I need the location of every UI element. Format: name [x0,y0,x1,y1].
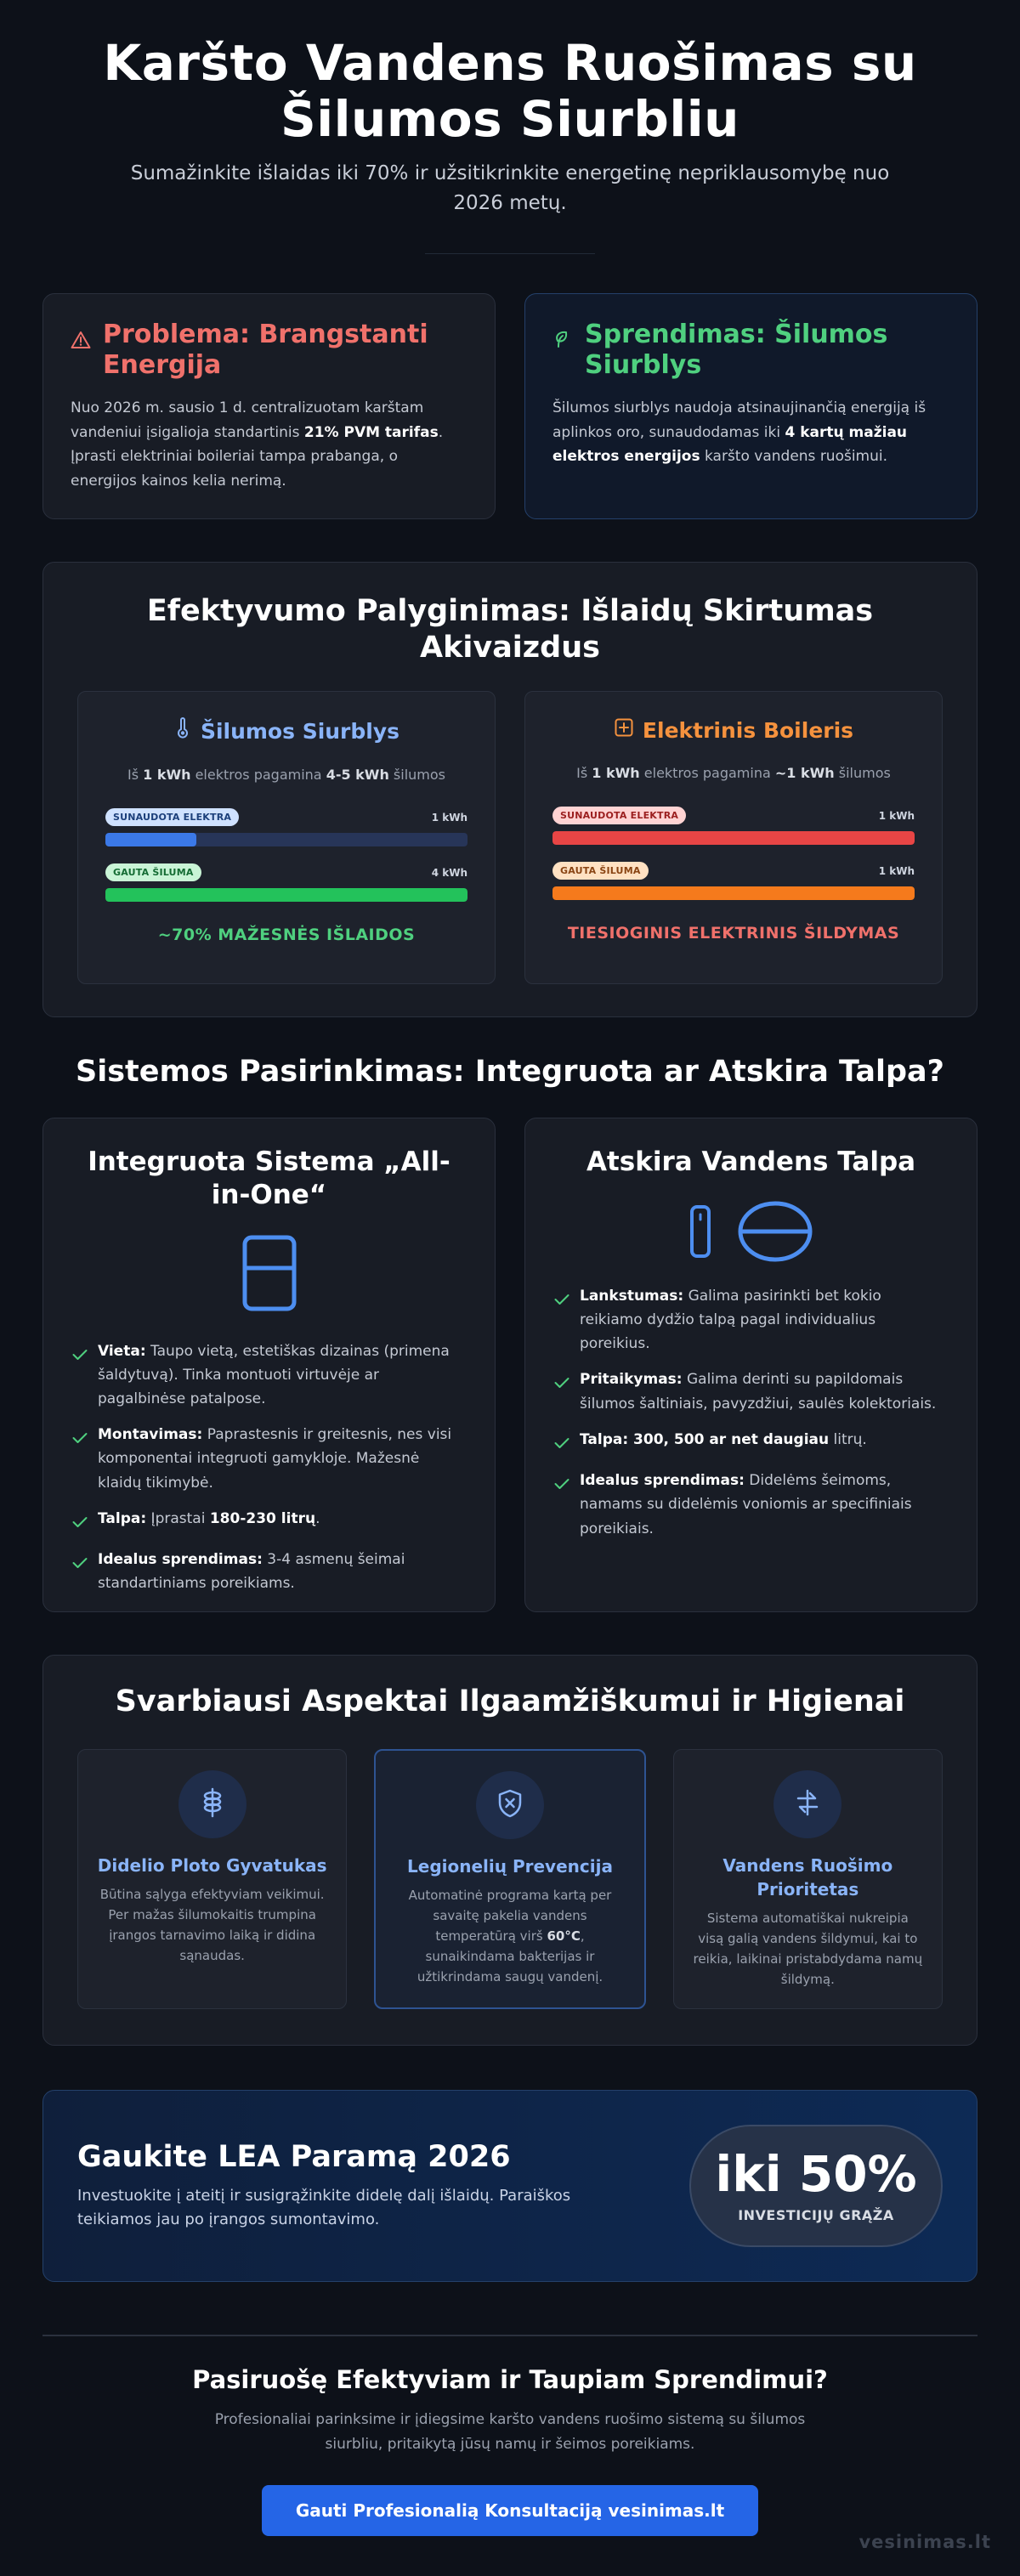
separate-tank-list [554,1284,948,1541]
aspect-card-priority [673,1749,943,2009]
heat-pump-gained-meter [105,863,468,902]
list-item: Montavimas: Paprastesnis ir greitesnis, nes visi komponentai integruoti gamykloje. Mažesnė klaidų tikimybė. [72,1423,466,1495]
aspect-text: Automatinė programa kartą per savaitę pakelia vandens temperatūrą virš 60°C, sunaikindama bakterijas ir užtikrindama saugų vandenį. [408,1888,612,1985]
list-item: Idealus sprendimas: Didelėms šeimoms, namams su didelėmis voniomis ar specifiniais poreikiais. [554,1469,948,1541]
gained-track [552,886,915,900]
badge-label: INVESTICIJŲ GRĄŽA [738,2206,894,2223]
gained-value: 1 kWh [878,864,915,877]
all-in-one-card [42,1118,496,1612]
comparison-section [42,562,978,1017]
badge-value: iki 50% [715,2144,917,2203]
cta-title: Pasiruošę Efektyviam ir Taupiam Sprendimui? [192,2365,828,2395]
all-in-one-list [72,1339,466,1596]
leaf-icon [552,326,573,357]
fridge-icon [242,1235,297,1315]
lea-text: Investuokite į ateitį ir susigrąžinkite didelę dalį išlaidų. Paraiškos teikiamos jau po įrangos sumontavimo. [77,2187,571,2229]
aspect-title: Didelio Ploto Gyvatukas [97,1855,327,1877]
gained-label: GAUTA ŠILUMA [105,863,201,881]
boiler-note: Iš 1 kWh elektros pagamina ~1 kWh šilumos [576,765,891,782]
systems-section [42,1118,978,1612]
heat-pump-card [77,691,496,984]
consumed-fill [105,833,196,846]
consumed-label: SUNAUDOTA ELEKTRA [105,808,239,826]
separate-tank-title: Atskira Vandens Talpa [586,1146,916,1178]
check-icon [72,1428,88,1495]
check-icon [554,1433,570,1457]
all-in-one-title: Integruota Sistema „All-in-One“ [88,1146,450,1210]
check-icon [72,1512,88,1536]
consumed-fill [552,831,915,845]
consultation-button[interactable]: Gauti Profesionalią Konsultaciją vesinimas.lt [262,2485,758,2536]
warning-icon [71,326,91,357]
list-item: Idealus sprendimas: 3-4 asmenų šeimai standartiniams poreikiams. [72,1548,466,1595]
gained-fill [105,888,468,902]
cta-section [42,2365,978,2535]
consumed-track [552,831,915,845]
hero-divider [425,253,595,254]
hero [42,0,978,254]
list-item: Pritaikymas: Galima derinti su papildomais šilumos šaltiniais, pavyzdžiui, saulės kolektoriais. [554,1367,948,1415]
boiler-title: Elektrinis Boileris [642,717,854,743]
problem-heading [71,320,468,381]
aspect-title: Vandens Ruošimo Prioritetas [722,1855,893,1900]
comparison-title: Efektyvumo Palyginimas: Išlaidų Skirtumas Akivaizdus [146,594,874,665]
consumed-value: 1 kWh [431,811,468,824]
aspect-title: Legionelių Prevencija [407,1856,613,1877]
lea-title: Gaukite LEA Paramą 2026 [77,2140,511,2175]
page-title: Karšto Vandens Ruošimas su Šilumos Siurbliu [103,34,917,148]
footer-divider [42,2335,978,2336]
list-item: Talpa: 300, 500 ar net daugiau litrų. [554,1428,948,1457]
heat-pump-icon [173,717,192,744]
gained-fill [552,886,915,900]
check-icon [554,1474,570,1541]
problem-text: Nuo 2026 m. sausio 1 d. centralizuotam karštam vandeniui įsigalioja standartinis 21% PVM tarifas. Įprasti elektriniai boileriai tampa prabanga, o energijos kainos kelia nerimą. [71,399,444,490]
solution-title: Sprendimas: Šilumos Siurblys [585,320,888,381]
boiler-card [524,691,943,984]
list-item: Lankstumas: Galima pasirinkti bet kokio reikiamo dydžio talpą pagal individualius poreikius. [554,1284,948,1356]
aspect-text: Sistema automatiškai nukreipia visą galią vandens šildymui, kai to reikia, laikinai pristabdydama namų šildymą. [693,1911,923,1988]
separate-tank-card [524,1118,978,1612]
plus-box-icon [614,717,634,743]
heat-pump-note: Iš 1 kWh elektros pagamina 4-5 kWh šilumos [127,767,446,784]
cta-text: Profesionaliai parinksime ir įdiegsime karšto vandens ruošimo sistemą su šilumos siurbliu, pritaikytą jūsų namų ir šeimos poreikiams. [214,2411,806,2454]
vertical-tank-icon [689,1204,711,1262]
solution-card [524,293,978,519]
boiler-heading [552,717,915,743]
heat-pump-title: Šilumos Siurblys [200,718,400,744]
boiler-consumed-meter [552,807,915,845]
consumed-value: 1 kWh [878,809,915,822]
problem-card [42,293,496,519]
check-icon [554,1373,570,1415]
list-item: Talpa: Įprastai 180-230 litrų. [72,1507,466,1536]
aspect-text: Būtina sąlyga efektyviam veikimui. Per mažas šilumokaitis trumpina įrangos tarnavimo laiką ir didina sąnaudas. [99,1887,325,1964]
list-item: Vieta: Taupo vietą, estetiškas dizainas (primena šaldytuvą). Tinka montuoti virtuvėje ar pagalbinėse patalpose. [72,1339,466,1412]
check-icon [72,1553,88,1595]
consumed-track [105,833,468,846]
shield-x-icon [497,1789,523,1821]
check-icon [72,1345,88,1412]
boiler-gained-meter [552,862,915,900]
heat-pump-verdict: ~70% MAŽESNĖS IŠLAIDOS [157,926,416,945]
horizontal-tank-icon [737,1200,813,1266]
heat-pump-heading [105,717,468,744]
aspect-card-legionella [374,1749,645,2009]
check-icon [554,1289,570,1356]
heat-pump-consumed-meter [105,808,468,846]
aspect-card-coil [77,1749,347,2009]
lea-banner [42,2090,978,2282]
systems-title: Sistemos Pasirinkimas: Integruota ar Atskira Talpa? [76,1055,944,1090]
aspects-title: Svarbiausi Aspektai Ilgaamžiškumui ir Higienai [115,1684,905,1719]
gained-track [105,888,468,902]
gained-label: GAUTA ŠILUMA [552,862,649,880]
boiler-verdict: TIESIOGINIS ELEKTRINIS ŠILDYMAS [567,924,900,943]
investment-return-badge [689,2125,943,2247]
watermark: vesinimas.lt [858,2532,991,2552]
consumed-label: SUNAUDOTA ELEKTRA [552,807,686,824]
coil-icon [200,1787,225,1821]
solution-text: Šilumos siurblys naudoja atsinaujinančią energiją iš aplinkos oro, sunaudodamas iki 4 kartų mažiau elektros energijos karšto vandens ruošimui. [552,399,926,466]
priority-switch-icon [793,1788,822,1820]
problem-title: Problema: Brangstanti Energija [103,320,428,381]
page-subtitle: Sumažinkite išlaidas iki 70% ir užsitikrinkite energetinę nepriklausomybę nuo 2026 metų. [130,162,890,214]
solution-heading [552,320,949,381]
gained-value: 4 kWh [431,866,468,879]
aspects-section [42,1655,978,2046]
problem-solution-section [42,293,978,519]
